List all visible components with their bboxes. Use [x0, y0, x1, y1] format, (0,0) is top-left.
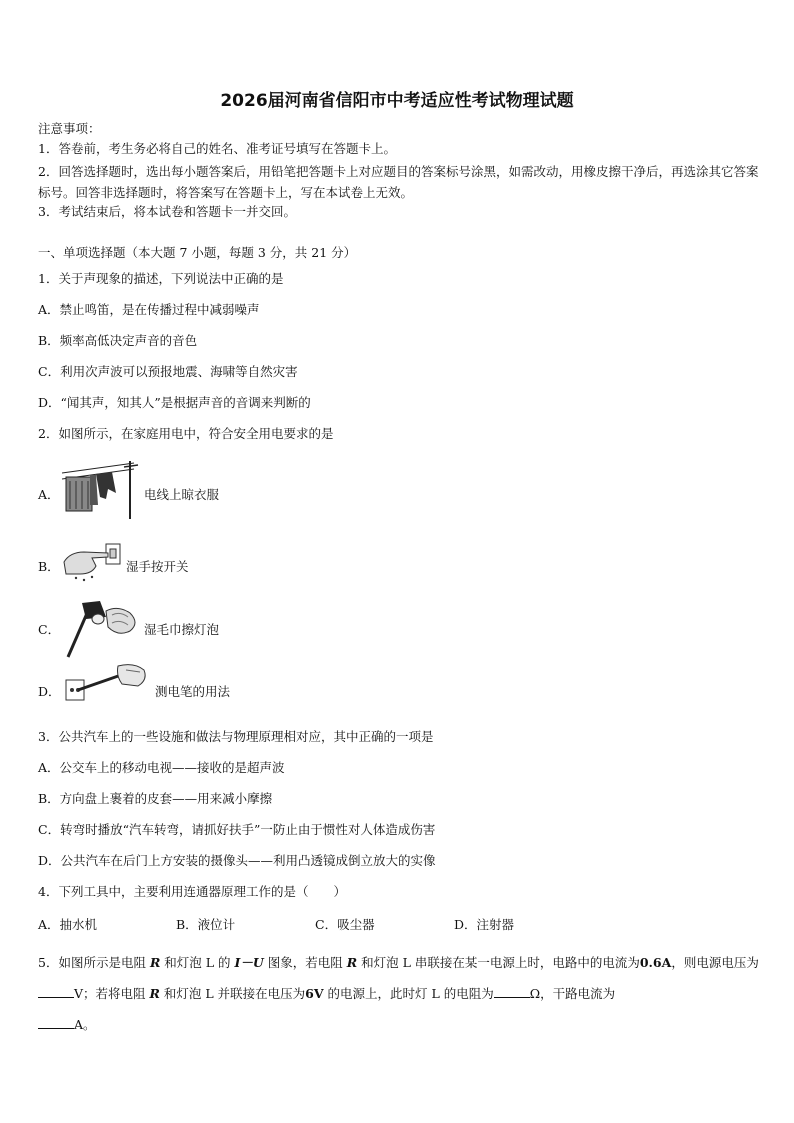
q5-text-9: Ω，干路电流为	[529, 986, 616, 1001]
q5-blank-resistance[interactable]	[494, 985, 530, 998]
q5-text-1: 5．如图所示是电阻	[38, 955, 150, 970]
q4-option-c: C．吸尘器	[315, 917, 375, 932]
q5-text-3: 图象，若电阻	[263, 955, 347, 970]
q5-current: 0.6A	[639, 955, 672, 970]
q5-iu-symbol: I－U	[234, 955, 264, 970]
q5-resistor-symbol: R	[149, 955, 161, 970]
q5-text-2: 和灯泡 L 的	[160, 955, 235, 970]
notice-item-1: 1．答卷前，考生务必将自己的姓名、准考证号填写在答题卡上。	[38, 141, 396, 156]
towel-lamp-icon	[60, 597, 144, 659]
q3-option-d: D．公共汽车在后门上方安装的摄像头——利用凸透镜成倒立放大的实像	[38, 853, 436, 868]
q4-option-b: B．液位计	[176, 917, 236, 932]
q1-stem: 1．关于声现象的描述，下列说法中正确的是	[38, 271, 284, 286]
q3-option-c: C．转弯时播放“汽车转弯，请抓好扶手”一防止由于惯性对人体造成伤害	[38, 822, 436, 837]
q3-stem: 3．公共汽车上的一些设施和做法与物理原理相对应，其中正确的一项是	[38, 729, 434, 744]
q4-option-a: A．抽水机	[38, 917, 98, 932]
q2-option-d-caption: 测电笔的用法	[155, 684, 231, 699]
q1-option-b: B．频率高低决定声音的音色	[38, 333, 198, 348]
q2-option-c-letter: C．	[38, 622, 61, 637]
q5-resistor-symbol-2: R	[346, 955, 358, 970]
q2-option-a-caption: 电线上晾衣服	[144, 487, 220, 502]
clothes-on-wire-icon	[60, 459, 142, 521]
q5-text-6: V；若将电阻	[74, 986, 150, 1001]
notice-heading: 注意事项：	[38, 121, 101, 136]
q5-text-10: A。	[74, 1017, 96, 1032]
q5-text-8: 的电源上，此时灯 L 的电阻为	[323, 986, 494, 1001]
q2-stem: 2．如图所示，在家庭用电中，符合安全用电要求的是	[38, 426, 334, 441]
q4-option-d: D．注射器	[454, 917, 515, 932]
q5-stem	[38, 947, 760, 1040]
section-heading: 一、单项选择题（本大题 7 小题，每题 3 分，共 21 分）	[38, 245, 357, 260]
q1-option-c: C．利用次声波可以预报地震、海啸等自然灾害	[38, 364, 298, 379]
test-pen-icon	[60, 660, 152, 708]
q1-option-d: D．“闻其声，知其人”是根据声音的音调来判断的	[38, 395, 311, 410]
q2-option-b-caption: 湿手按开关	[126, 559, 189, 574]
q2-option-d-letter: D．	[38, 684, 61, 699]
q2-option-a-letter: A．	[38, 487, 60, 502]
q4-stem: 4．下列工具中，主要利用连通器原理工作的是（ ）	[38, 884, 346, 899]
q5-text-7: 和灯泡 L 并联接在电压为	[159, 986, 306, 1001]
q3-option-a: A．公交车上的移动电视——接收的是超声波	[38, 760, 285, 775]
q5-text-4: 和灯泡 L 串联接在某一电源上时，电路中的电流为	[357, 955, 640, 970]
q2-option-c-caption: 湿毛巾擦灯泡	[144, 622, 220, 637]
q5-resistor-symbol-3: R	[149, 986, 160, 1001]
q2-option-b-letter: B．	[38, 559, 60, 574]
q5-blank-current[interactable]	[38, 1016, 74, 1029]
q3-option-b: B．方向盘上裹着的皮套——用来减小摩擦	[38, 791, 273, 806]
q5-voltage: 6V	[305, 986, 324, 1001]
notice-item-3: 3．考试结束后，将本试卷和答题卡一并交回。	[38, 204, 296, 219]
page-title: 2026届河南省信阳市中考适应性考试物理试题	[220, 91, 574, 111]
notice-item-2: 2．回答选择题时，选出每小题答案后，用铅笔把答题卡上对应题目的答案标号涂黑，如需改动，用橡皮擦干净后，再选涂其它答案标号。回答非选择题时，将答案写在答题卡上，写在本试卷上无效。	[38, 164, 759, 200]
q5-blank-voltage[interactable]	[38, 985, 74, 998]
q5-text-5: ，则电源电压为	[671, 955, 759, 970]
wet-hand-switch-icon	[62, 540, 124, 582]
q1-option-a: A．禁止鸣笛，是在传播过程中减弱噪声	[38, 302, 260, 317]
